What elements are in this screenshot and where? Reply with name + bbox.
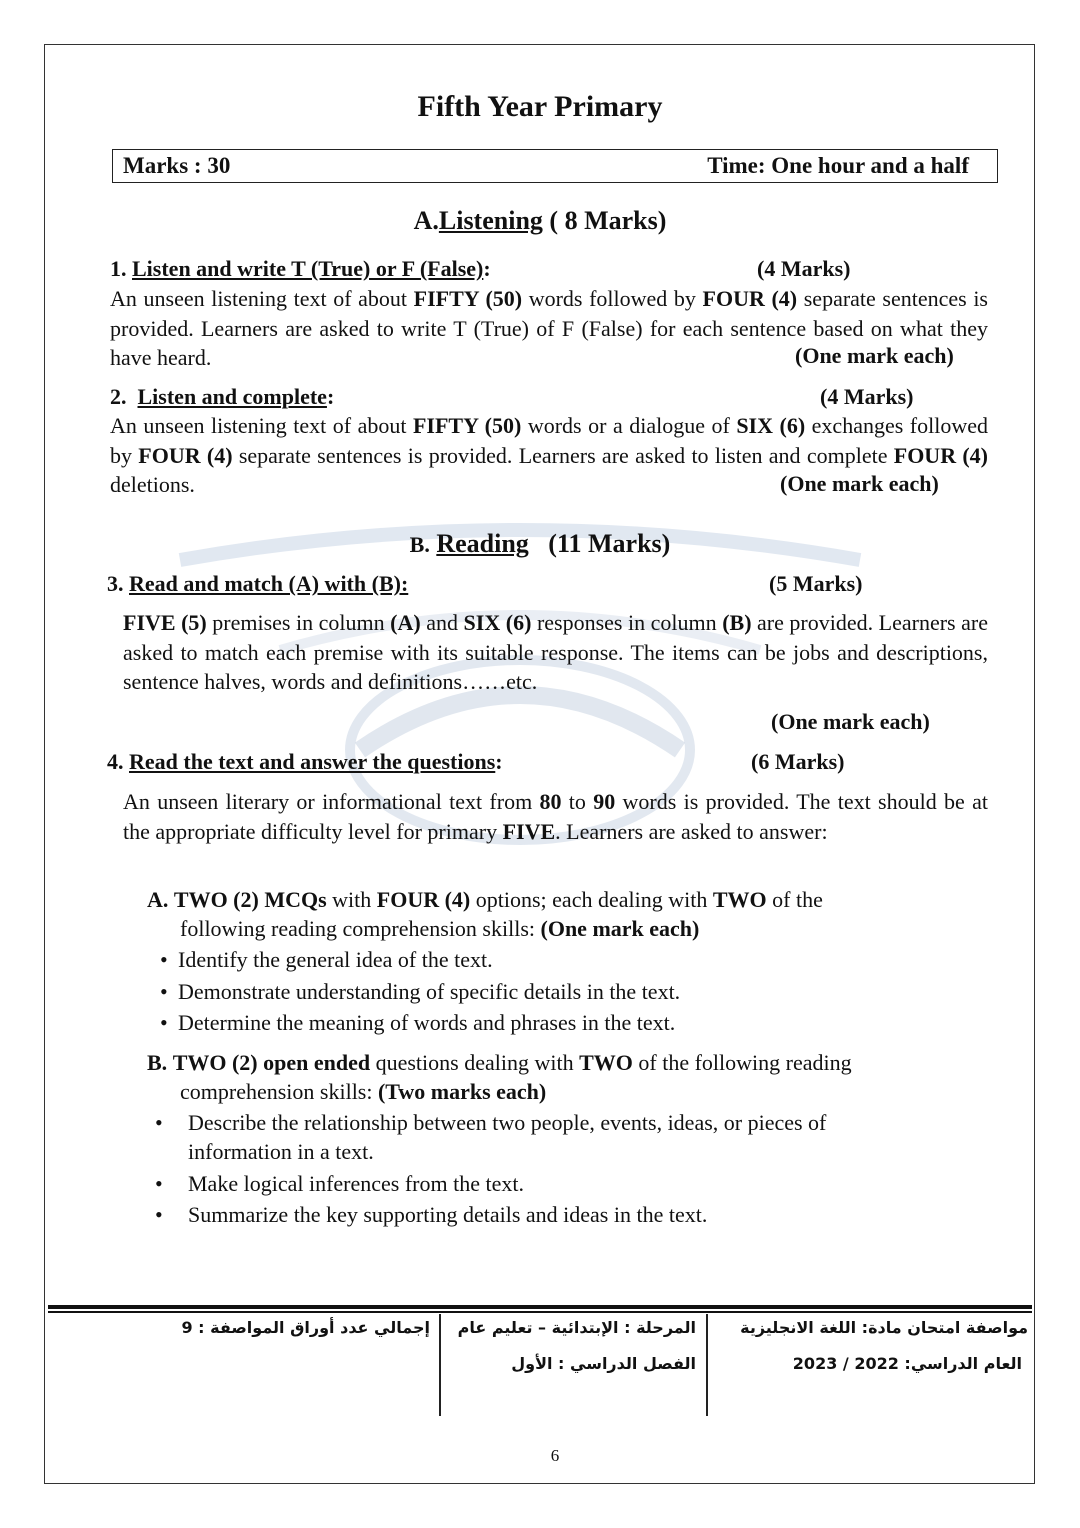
footer-subject: مواصفة امتحان مادة: اللغة الانجليزية	[740, 1318, 1028, 1337]
q4-a-bullet: • Demonstrate understanding of specific details in the text.	[160, 979, 681, 1004]
q2-marks: (4 Marks)	[820, 384, 914, 409]
page-number: 6	[550, 1446, 560, 1465]
total-marks: Marks : 30	[123, 153, 231, 178]
q1-mark-each: (One mark each)	[795, 343, 954, 368]
footer-divider	[439, 1314, 441, 1416]
q4-description: An unseen literary or informational text from 80 to 90 words is provided. The text should be at the appropriate difficulty level for primary FIVE. Learners are asked to answer:	[123, 789, 988, 844]
footer-semester: الفصل الدراسي : الأول	[511, 1354, 696, 1373]
q4-b-bullet: • Make logical inferences from the text.	[155, 1171, 524, 1196]
q2-mark-each: (One mark each)	[780, 471, 939, 496]
q4-a-bullet: • Determine the meaning of words and phrases in the text.	[160, 1010, 676, 1035]
q3-mark-each: (One mark each)	[771, 709, 930, 734]
q4-part-a: A. TWO (2) MCQs with FOUR (4) options; each dealing with TWO of the	[147, 887, 823, 912]
footer-rule	[48, 1305, 1032, 1309]
section-b-heading: B. Reading (11 Marks)	[409, 529, 671, 558]
q4-part-b-line2: comprehension skills: (Two marks each)	[180, 1079, 547, 1104]
footer-year: العام الدراسي: 2022 / 2023	[792, 1354, 1022, 1373]
q4-heading: 4. Read the text and answer the questions:	[107, 749, 503, 774]
q4-part-b: B. TWO (2) open ended questions dealing with TWO of the following reading	[147, 1050, 852, 1075]
q3-marks: (5 Marks)	[769, 571, 863, 596]
marks-time-box	[112, 149, 998, 183]
footer-divider	[706, 1314, 708, 1416]
q3-heading: 3. Read and match (A) with (B):	[107, 571, 409, 596]
q1-heading: 1. Listen and write T (True) or F (False):	[110, 256, 491, 281]
q1-marks: (4 Marks)	[757, 256, 851, 281]
q4-marks: (6 Marks)	[751, 749, 845, 774]
q1-description: An unseen listening text of about FIFTY (50) words followed by FOUR (4) separate sentences is provided. Learners are asked to write T (True) of F (False) for each sentence based on what they have heard.	[110, 286, 988, 370]
q4-b-bullet: • Describe the relationship between two people, events, ideas, or pieces of	[155, 1110, 827, 1135]
q4-part-a-line2: following reading comprehension skills: (One mark each)	[180, 916, 700, 941]
section-a-heading: A.Listening ( 8 Marks)	[413, 206, 667, 235]
q2-description: An unseen listening text of about FIFTY (50) words or a dialogue of SIX (6) exchanges followed by FOUR (4) separate sentences is provided. Learners are asked to listen and complete FOUR (4) deletions.	[110, 413, 989, 497]
footer-rule-thin	[48, 1311, 1032, 1313]
footer-stage: المرحلة : الإبتدائية – تعليم عام	[457, 1318, 696, 1337]
q3-description: FIVE (5) premises in column (A) and SIX (6) responses in column (B) are provided. Learners are asked to match each premise with its suitable response. The items can be jobs and descriptions, sentence halves, words and definitions……etc.	[123, 610, 988, 694]
q2-heading: 2. Listen and complete:	[110, 384, 335, 409]
exam-time: Time: One hour and a half	[707, 153, 969, 178]
q4-b-bullet: • Summarize the key supporting details and ideas in the text.	[155, 1202, 708, 1227]
q4-b-bullet-continuation: information in a text.	[188, 1139, 374, 1164]
q4-a-bullet: • Identify the general idea of the text.	[160, 947, 493, 972]
page-title: Fifth Year Primary	[417, 90, 663, 123]
footer-total-pages: إجمالي عدد أوراق المواصفة : 9	[181, 1318, 430, 1337]
